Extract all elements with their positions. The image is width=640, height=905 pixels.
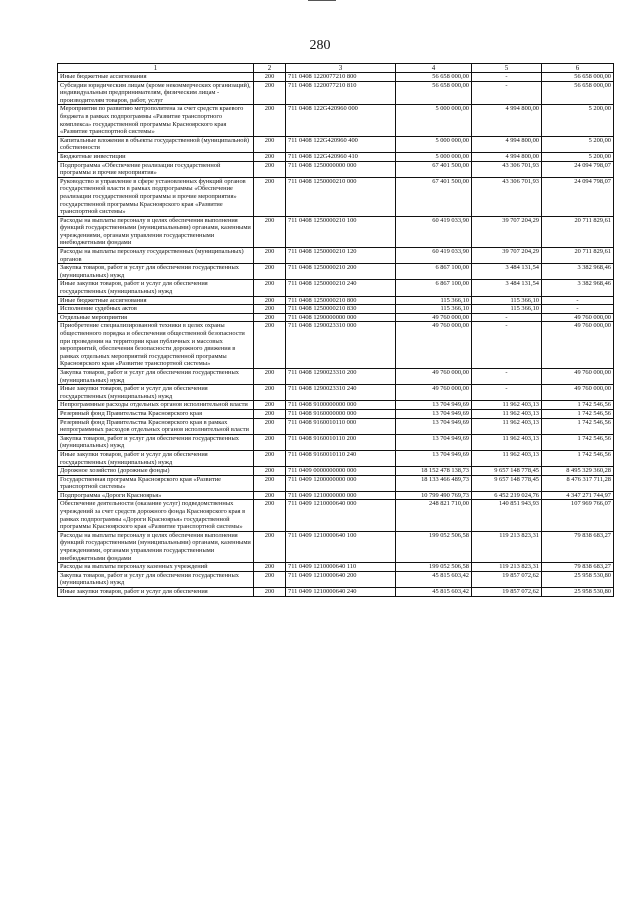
top-mark <box>308 0 336 1</box>
row-admin-code: 200 <box>254 467 286 476</box>
row-remaining-amount: 107 969 766,07 <box>542 500 614 531</box>
row-executed-amount: 11 962 403,13 <box>472 418 542 434</box>
row-admin-code: 200 <box>254 248 286 264</box>
row-budget-code: 711 0409 1210000640 240 <box>286 588 396 597</box>
row-name: Закупка товаров, работ и услуг для обеспечения государственных (муниципальных) нужд <box>58 571 254 587</box>
row-planned-amount: 13 704 949,69 <box>396 409 472 418</box>
row-admin-code: 200 <box>254 563 286 572</box>
row-name: Иные бюджетные ассигнования <box>58 296 254 305</box>
row-name: Дорожное хозяйство (дорожные фонды) <box>58 467 254 476</box>
row-name: Иные закупки товаров, работ и услуг для обеспечения государственных (муниципальных) нужд <box>58 280 254 296</box>
row-name: Резервный фонд Правительства Красноярского края в рамках непрограммных расходов отдельных органов исполнительной власти <box>58 418 254 434</box>
table-row <box>58 409 614 418</box>
table-row <box>58 81 614 105</box>
row-remaining-amount: 3 382 968,46 <box>542 264 614 280</box>
row-admin-code: 200 <box>254 313 286 322</box>
row-name: Приобретение специализированной техники в целях охраны общественного порядка и обеспечения общественной безопасности при проведении на территории края публичных и массовых мероприятий, обеспечения безопасности дорожного движения в рамках отдельных мероприятий государственной программы Красноярского края «Развитие транспортной системы» <box>58 322 254 369</box>
row-name: Иные бюджетные ассигнования <box>58 73 254 82</box>
row-remaining-amount: 4 347 271 744,97 <box>542 491 614 500</box>
table-row <box>58 450 614 466</box>
table-row <box>58 418 614 434</box>
row-budget-code: 711 0409 1210000640 000 <box>286 500 396 531</box>
row-name: Отдельные мероприятия <box>58 313 254 322</box>
row-planned-amount: 49 760 000,00 <box>396 385 472 401</box>
table-row <box>58 136 614 152</box>
row-admin-code: 200 <box>254 368 286 384</box>
row-name: Резервный фонд Правительства Красноярского края <box>58 409 254 418</box>
row-budget-code: 711 0408 1250000210 000 <box>286 177 396 216</box>
row-planned-amount: 13 704 949,69 <box>396 450 472 466</box>
column-number: 3 <box>286 64 396 73</box>
row-budget-code: 711 0408 1250000210 120 <box>286 248 396 264</box>
table-row <box>58 177 614 216</box>
column-number-row <box>58 64 614 73</box>
table-row <box>58 500 614 531</box>
table-row <box>58 588 614 597</box>
table-row <box>58 475 614 491</box>
row-executed-amount: 19 857 072,62 <box>472 571 542 587</box>
row-executed-amount: 3 484 131,54 <box>472 264 542 280</box>
row-admin-code: 200 <box>254 385 286 401</box>
row-name: Расходы на выплаты персоналу в целях обеспечения выполнения функций государственными (муниципальными) органами, казенными учреждениями, органами управления государственными внебюджетными фондами <box>58 216 254 247</box>
table-row <box>58 105 614 136</box>
row-admin-code: 200 <box>254 161 286 177</box>
row-executed-amount: 43 306 701,93 <box>472 161 542 177</box>
row-admin-code: 200 <box>254 296 286 305</box>
row-planned-amount: 5 000 000,00 <box>396 152 472 161</box>
column-number: 5 <box>472 64 542 73</box>
row-remaining-amount: 3 382 968,46 <box>542 280 614 296</box>
budget-table <box>57 63 614 597</box>
row-executed-amount: - <box>472 322 542 369</box>
row-executed-amount: - <box>472 81 542 105</box>
row-executed-amount: 39 707 204,29 <box>472 216 542 247</box>
row-name: Государственная программа Красноярского края «Развитие транспортной системы» <box>58 475 254 491</box>
row-admin-code: 200 <box>254 73 286 82</box>
row-planned-amount: 13 704 949,69 <box>396 434 472 450</box>
row-budget-code: 711 0409 1200000000 000 <box>286 475 396 491</box>
row-name: Исполнение судебных актов <box>58 305 254 314</box>
row-name: Обеспечение деятельности (оказание услуг) подведомственных учреждений за счет средств дорожного фонда Красноярского края в рамках подпрограммы «Дороги Красноярья» государственной программы Красноярского края «Развитие транспортной системы» <box>58 500 254 531</box>
table-row <box>58 563 614 572</box>
row-budget-code: 711 0408 9160010110 000 <box>286 418 396 434</box>
row-executed-amount: 9 657 148 778,45 <box>472 475 542 491</box>
row-admin-code: 200 <box>254 136 286 152</box>
row-name: Непрограммные расходы отдельных органов исполнительной власти <box>58 401 254 410</box>
row-name: Закупка товаров, работ и услуг для обеспечения государственных (муниципальных) нужд <box>58 368 254 384</box>
row-budget-code: 711 0408 1290023310 000 <box>286 322 396 369</box>
row-remaining-amount: 56 658 000,00 <box>542 81 614 105</box>
row-remaining-amount: 49 760 000,00 <box>542 385 614 401</box>
row-remaining-amount: 56 658 000,00 <box>542 73 614 82</box>
row-executed-amount: 3 484 131,54 <box>472 280 542 296</box>
row-admin-code: 200 <box>254 305 286 314</box>
row-budget-code: 711 0408 1250000210 200 <box>286 264 396 280</box>
row-remaining-amount: 1 742 546,56 <box>542 434 614 450</box>
row-planned-amount: 10 799 490 769,73 <box>396 491 472 500</box>
row-planned-amount: 49 760 000,00 <box>396 368 472 384</box>
row-admin-code: 200 <box>254 450 286 466</box>
table-row <box>58 280 614 296</box>
row-admin-code: 200 <box>254 152 286 161</box>
row-planned-amount: 248 821 710,00 <box>396 500 472 531</box>
column-number: 2 <box>254 64 286 73</box>
row-admin-code: 200 <box>254 491 286 500</box>
row-executed-amount: - <box>472 313 542 322</box>
row-admin-code: 200 <box>254 322 286 369</box>
row-planned-amount: 45 815 603,42 <box>396 571 472 587</box>
row-remaining-amount: 49 760 000,00 <box>542 368 614 384</box>
table-row <box>58 401 614 410</box>
row-planned-amount: 115 366,10 <box>396 305 472 314</box>
row-executed-amount: 11 962 403,13 <box>472 450 542 466</box>
row-budget-code: 711 0408 122G420960 410 <box>286 152 396 161</box>
row-remaining-amount: 5 200,00 <box>542 105 614 136</box>
row-remaining-amount: 1 742 546,56 <box>542 418 614 434</box>
table-row <box>58 571 614 587</box>
row-admin-code: 200 <box>254 409 286 418</box>
row-admin-code: 200 <box>254 531 286 562</box>
row-name: Расходы на выплаты персоналу государственных (муниципальных) органов <box>58 248 254 264</box>
table-row <box>58 385 614 401</box>
row-planned-amount: 115 366,10 <box>396 296 472 305</box>
row-executed-amount: 9 657 148 778,45 <box>472 467 542 476</box>
row-budget-code: 711 0408 1220077210 810 <box>286 81 396 105</box>
row-executed-amount: 43 306 701,93 <box>472 177 542 216</box>
row-executed-amount: 140 851 943,93 <box>472 500 542 531</box>
row-budget-code: 711 0408 1290023310 240 <box>286 385 396 401</box>
row-budget-code: 711 0409 1210000640 100 <box>286 531 396 562</box>
row-planned-amount: 13 704 949,69 <box>396 418 472 434</box>
row-planned-amount: 60 419 033,90 <box>396 216 472 247</box>
table-row <box>58 467 614 476</box>
row-executed-amount: 11 962 403,13 <box>472 434 542 450</box>
row-executed-amount: 6 452 219 024,76 <box>472 491 542 500</box>
row-admin-code: 200 <box>254 216 286 247</box>
row-budget-code: 711 0409 1210000640 200 <box>286 571 396 587</box>
row-remaining-amount: - <box>542 305 614 314</box>
row-name: Подпрограмма «Дороги Красноярья» <box>58 491 254 500</box>
row-planned-amount: 60 419 033,90 <box>396 248 472 264</box>
row-name: Закупка товаров, работ и услуг для обеспечения государственных (муниципальных) нужд <box>58 264 254 280</box>
table-row <box>58 491 614 500</box>
page-number: 280 <box>309 38 331 53</box>
row-remaining-amount: 24 094 798,07 <box>542 177 614 216</box>
row-executed-amount: 119 213 823,31 <box>472 531 542 562</box>
row-admin-code: 200 <box>254 500 286 531</box>
row-planned-amount: 199 052 506,58 <box>396 563 472 572</box>
row-name: Иные закупки товаров, работ и услуг для обеспечения <box>58 588 254 597</box>
row-name: Руководство и управление в сфере установленных функций органов государственной власти в рамках подпрограммы «Обеспечение реализации государственной программы и прочие мероприятия» государственной программы Красноярского края «Развитие транспортной системы» <box>58 177 254 216</box>
row-admin-code: 200 <box>254 264 286 280</box>
column-number: 1 <box>58 64 254 73</box>
row-planned-amount: 5 000 000,00 <box>396 105 472 136</box>
row-planned-amount: 67 401 500,00 <box>396 177 472 216</box>
row-remaining-amount: 25 958 530,80 <box>542 571 614 587</box>
row-name: Капитальные вложения в объекты государственной (муниципальной) собственности <box>58 136 254 152</box>
row-admin-code: 200 <box>254 280 286 296</box>
row-admin-code: 200 <box>254 177 286 216</box>
row-budget-code: 711 0408 9100000000 000 <box>286 401 396 410</box>
row-name: Бюджетные инвестиции <box>58 152 254 161</box>
row-remaining-amount: 20 711 829,61 <box>542 216 614 247</box>
row-planned-amount: 49 760 000,00 <box>396 313 472 322</box>
row-planned-amount: 18 133 466 489,73 <box>396 475 472 491</box>
row-planned-amount: 6 867 100,00 <box>396 264 472 280</box>
row-admin-code: 200 <box>254 588 286 597</box>
row-admin-code: 200 <box>254 571 286 587</box>
row-remaining-amount: 25 958 530,80 <box>542 588 614 597</box>
row-executed-amount: 119 213 823,31 <box>472 563 542 572</box>
row-executed-amount: - <box>472 73 542 82</box>
column-number: 6 <box>542 64 614 73</box>
row-remaining-amount: - <box>542 296 614 305</box>
row-planned-amount: 13 704 949,69 <box>396 401 472 410</box>
row-remaining-amount: 8 476 317 711,28 <box>542 475 614 491</box>
row-executed-amount: 115 366,10 <box>472 296 542 305</box>
row-budget-code: 711 0408 122G420960 400 <box>286 136 396 152</box>
row-remaining-amount: 1 742 546,56 <box>542 450 614 466</box>
row-budget-code: 711 0409 0000000000 000 <box>286 467 396 476</box>
row-budget-code: 711 0408 122G420960 000 <box>286 105 396 136</box>
row-name: Расходы на выплаты персоналу в целях обеспечения выполнения функций государственными (муниципальными) органами, казенными учреждениями, органами управления государственными внебюджетными фондами <box>58 531 254 562</box>
row-budget-code: 711 0409 1210000000 000 <box>286 491 396 500</box>
row-admin-code: 200 <box>254 475 286 491</box>
row-remaining-amount: 20 711 829,61 <box>542 248 614 264</box>
row-remaining-amount: 5 200,00 <box>542 136 614 152</box>
table-row <box>58 434 614 450</box>
row-remaining-amount: 79 838 683,27 <box>542 531 614 562</box>
row-name: Закупка товаров, работ и услуг для обеспечения государственных (муниципальных) нужд <box>58 434 254 450</box>
table-row <box>58 152 614 161</box>
row-admin-code: 200 <box>254 401 286 410</box>
row-planned-amount: 5 000 000,00 <box>396 136 472 152</box>
row-name: Подпрограмма «Обеспечение реализации государственной программы и прочие мероприятия» <box>58 161 254 177</box>
row-planned-amount: 6 867 100,00 <box>396 280 472 296</box>
table-row <box>58 531 614 562</box>
row-budget-code: 711 0408 1250000210 830 <box>286 305 396 314</box>
table-row <box>58 264 614 280</box>
row-executed-amount: - <box>472 368 542 384</box>
row-admin-code: 200 <box>254 81 286 105</box>
table-row <box>58 368 614 384</box>
row-remaining-amount: 1 742 546,56 <box>542 401 614 410</box>
row-remaining-amount: 8 495 329 360,28 <box>542 467 614 476</box>
row-remaining-amount: 24 094 798,07 <box>542 161 614 177</box>
row-budget-code: 711 0409 1210000640 110 <box>286 563 396 572</box>
row-admin-code: 200 <box>254 434 286 450</box>
row-executed-amount: 4 994 800,00 <box>472 152 542 161</box>
row-remaining-amount: 49 760 000,00 <box>542 313 614 322</box>
row-budget-code: 711 0408 9160000000 000 <box>286 409 396 418</box>
row-budget-code: 711 0408 1290000000 000 <box>286 313 396 322</box>
column-number: 4 <box>396 64 472 73</box>
row-executed-amount: 11 962 403,13 <box>472 401 542 410</box>
table-row <box>58 313 614 322</box>
row-remaining-amount: 1 742 546,56 <box>542 409 614 418</box>
row-budget-code: 711 0408 9160010110 200 <box>286 434 396 450</box>
row-planned-amount: 67 401 500,00 <box>396 161 472 177</box>
row-planned-amount: 49 760 000,00 <box>396 322 472 369</box>
row-name: Мероприятия по развитию метрополитена за счет средств краевого бюджета в рамках подпрограммы «Развитие транспортного комплекса» государственной программы Красноярского края «Развитие транспортной системы» <box>58 105 254 136</box>
row-admin-code: 200 <box>254 105 286 136</box>
row-name: Иные закупки товаров, работ и услуг для обеспечения государственных (муниципальных) нужд <box>58 450 254 466</box>
row-executed-amount: 4 994 800,00 <box>472 105 542 136</box>
row-executed-amount: 115 366,10 <box>472 305 542 314</box>
table-row <box>58 161 614 177</box>
row-planned-amount: 199 052 506,58 <box>396 531 472 562</box>
row-budget-code: 711 0408 1250000210 240 <box>286 280 396 296</box>
row-name: Субсидии юридическим лицам (кроме некоммерческих организаций), индивидуальным предпринимателям, физическим лицам - производителям товаров, работ, услуг <box>58 81 254 105</box>
table-row <box>58 305 614 314</box>
row-budget-code: 711 0408 1290023310 200 <box>286 368 396 384</box>
row-planned-amount: 18 152 478 138,73 <box>396 467 472 476</box>
table-row <box>58 216 614 247</box>
row-planned-amount: 56 658 000,00 <box>396 81 472 105</box>
row-remaining-amount: 79 838 683,27 <box>542 563 614 572</box>
row-executed-amount: 19 857 072,62 <box>472 588 542 597</box>
row-budget-code: 711 0408 1250000210 100 <box>286 216 396 247</box>
row-name: Расходы на выплаты персоналу казенных учреждений <box>58 563 254 572</box>
row-planned-amount: 45 815 603,42 <box>396 588 472 597</box>
row-budget-code: 711 0408 1220077210 800 <box>286 73 396 82</box>
row-budget-code: 711 0408 1250000210 800 <box>286 296 396 305</box>
table-row <box>58 296 614 305</box>
row-name: Иные закупки товаров, работ и услуг для обеспечения государственных (муниципальных) нужд <box>58 385 254 401</box>
row-planned-amount: 56 658 000,00 <box>396 73 472 82</box>
row-budget-code: 711 0408 1250000000 000 <box>286 161 396 177</box>
table-row <box>58 248 614 264</box>
row-executed-amount: - <box>472 385 542 401</box>
row-executed-amount: 39 707 204,29 <box>472 248 542 264</box>
row-executed-amount: 11 962 403,13 <box>472 409 542 418</box>
row-remaining-amount: 5 200,00 <box>542 152 614 161</box>
row-executed-amount: 4 994 800,00 <box>472 136 542 152</box>
table-row <box>58 73 614 82</box>
table-row <box>58 322 614 369</box>
row-remaining-amount: 49 760 000,00 <box>542 322 614 369</box>
row-admin-code: 200 <box>254 418 286 434</box>
row-budget-code: 711 0408 9160010110 240 <box>286 450 396 466</box>
